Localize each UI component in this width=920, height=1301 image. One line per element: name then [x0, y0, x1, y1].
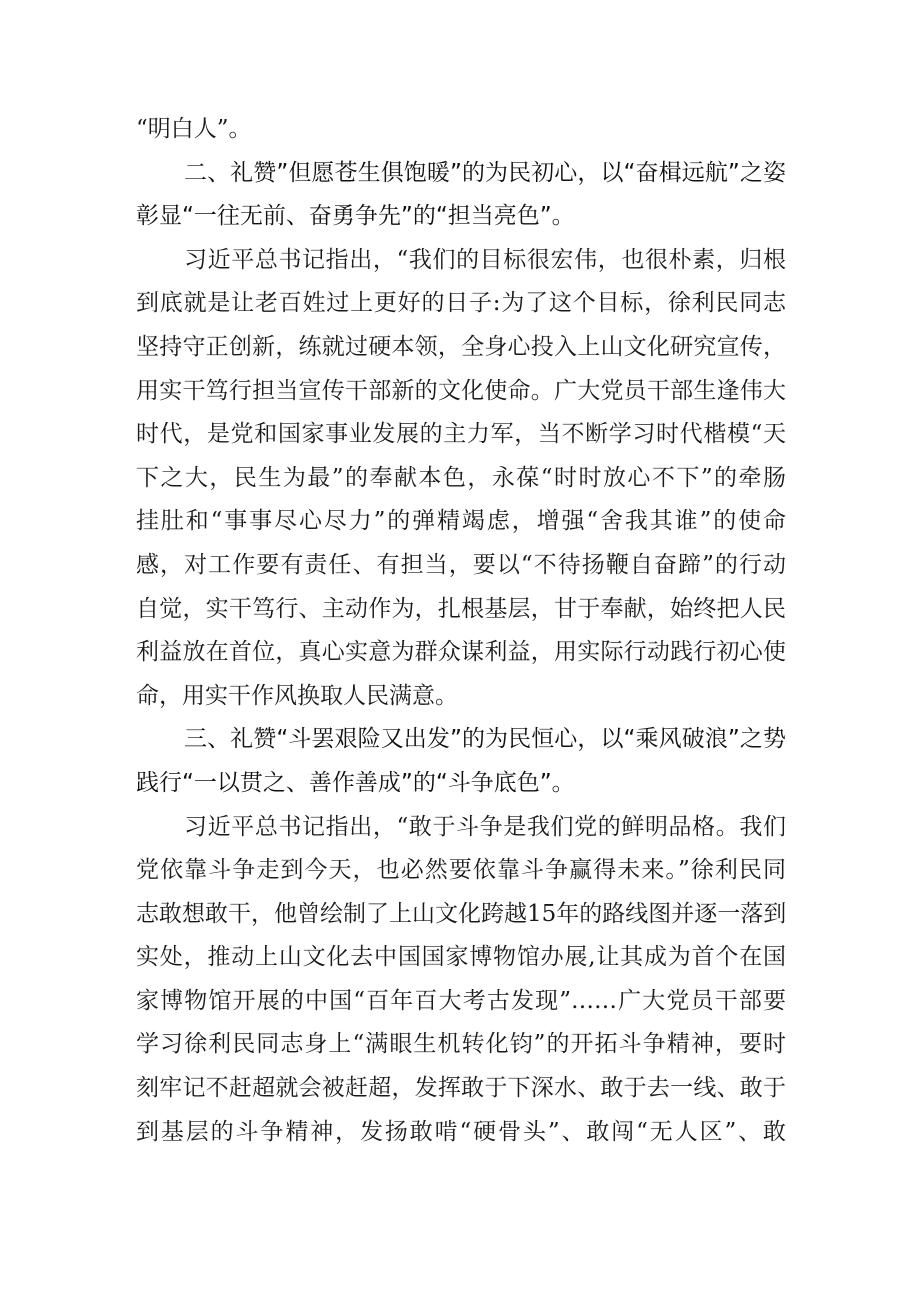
paragraph-line: 家博物馆开展的中国“百年百大考古发现”……广大党员干部要 [136, 987, 786, 1014]
paragraph-line: 感，对工作要有责任、有担当，要以“不待扬鞭自奋蹄”的行动 [136, 551, 786, 578]
paragraph-line: 习近平总书记指出，“我们的目标很宏伟，也很朴素，归根 [184, 246, 786, 273]
paragraph-line: 下之大，民生为最”的奉献本色，永葆“时时放心不下”的牵肠 [136, 464, 786, 491]
paragraph-line: 挂肚和“事事尽心尽力”的弹精竭虑，增强“舍我其谁”的使命 [136, 508, 786, 535]
paragraph-line: 学习徐利民同志身上“满眼生机转化钧”的开拓斗争精神，要时 [136, 1031, 786, 1058]
paragraph-line: 党依靠斗争走到今天，也必然要依靠斗争赢得未来。”徐利民同 [136, 857, 786, 884]
document-page [136, 108, 786, 1154]
paragraph-line: 用实干笃行担当宣传干部新的文化使命。广大党员干部生逢伟大 [136, 377, 786, 404]
paragraph-line: 时代，是党和国家事业发展的主力军，当不断学习时代楷模“天 [136, 421, 786, 448]
section-heading-2-cont: 彰显“一往无前、奋勇争先”的“担当亮色”。 [136, 203, 575, 230]
text-line: “明白人”。 [136, 116, 252, 142]
paragraph-line: 刻牢记不赶超就会被赶超，发挥敢于下深水、敢于去一线、敢于 [136, 1075, 786, 1102]
paragraph-line: 到基层的斗争精神，发扬敢啃“硬骨头”、敢闯“无人区”、敢 [136, 1118, 786, 1145]
paragraph-line: 自觉，实干笃行、主动作为，扎根基层，甘于奉献，始终把人民 [136, 595, 786, 622]
paragraph-line: 实处，推动上山文化去中国国家博物馆办展,让其成为首个在国 [136, 944, 786, 971]
paragraph-line: 习近平总书记指出，“敢于斗争是我们党的鲜明品格。我们 [184, 813, 786, 840]
section-heading-3: 三、礼赞“斗罢艰险又出发”的为民恒心，以“乘风破浪”之势 [184, 726, 786, 753]
paragraph-line: 到底就是让老百姓过上更好的日子:为了这个目标，徐利民同志 [136, 290, 786, 317]
paragraph-line: 坚持守正创新，练就过硬本领，全身心投入上山文化研究宣传， [136, 333, 786, 360]
paragraph-line: 志敢想敢干，他曾绘制了上山文化跨越15年的路线图并逐一落到 [136, 900, 787, 927]
section-heading-3-cont: 践行“一以贯之、善作善成”的“斗争底色”。 [136, 769, 575, 796]
section-heading-2: 二、礼赞”但愿苍生俱饱暖”的为民初心，以“奋楫远航”之姿 [184, 159, 786, 186]
paragraph-line: 命，用实干作风换取人民满意。 [136, 682, 458, 709]
paragraph-line: 利益放在首位，真心实意为群众谋利益，用实际行动践行初心使 [136, 639, 786, 666]
